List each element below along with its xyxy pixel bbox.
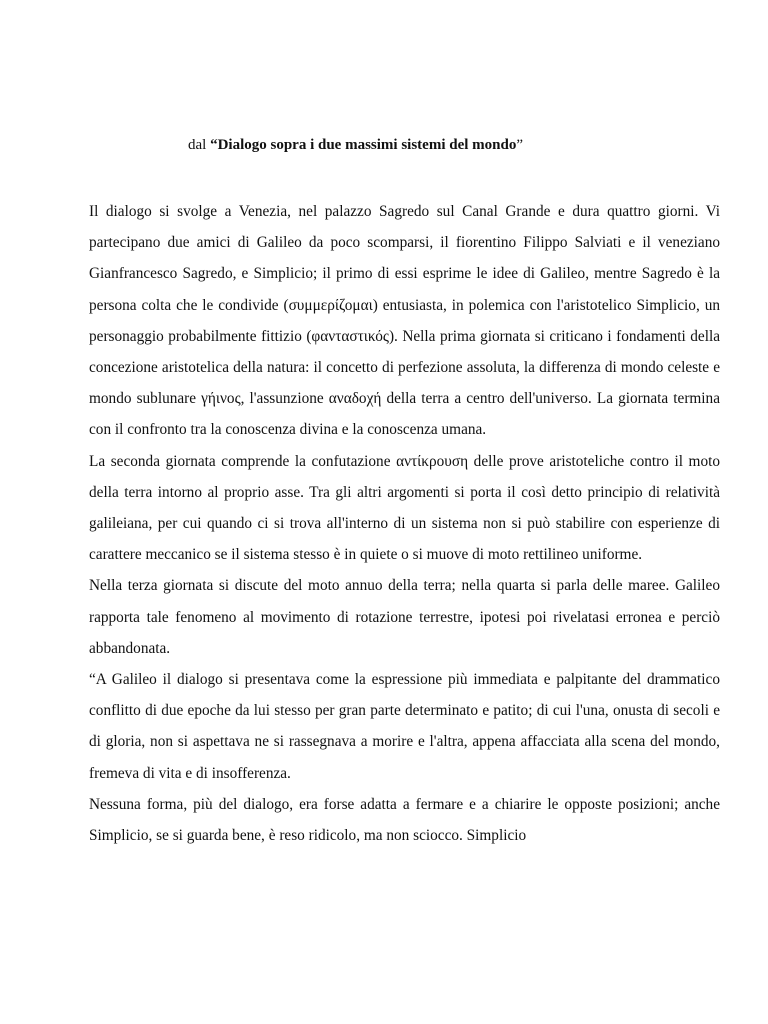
- paragraph-setting: Il dialogo si svolge a Venezia, nel palazzo Sagredo sul Canal Grande e dura quattro giorni. Vi partecipano due amici di Galileo da poco scomparsi, il fiorentino Filippo Salviati e il veneziano Gianfrancesco Sagredo, e Simplicio; il primo di essi esprime le idee di Galileo, mentre Sagredo è la persona colta che le condivide (συμμερίζομαι) entusiasta, in polemica con l'aristotelico Simplicio, un personaggio probabilmente fittizio (φανταστικός). Nella prima giornata si criticano i fondamenti della concezione aristotelica della natura: il concetto di perfezione assoluta, la differenza di mondo celeste e mondo sublunare γήινος, l'assunzione αναδοχή della terra a centro dell'universo. La giornata termina con il confronto tra la conoscenza divina e la conoscenza umana.: [89, 203, 720, 439]
- paragraph-second-day: La seconda giornata comprende la confutazione αντίκρουση delle prove aristoteliche contro il moto della terra intorno al proprio asse. Tra gli altri argomenti si porta il così detto principio di relatività galileiana, per cui quando ci si trova all'interno di un sistema non si può stabilire con esperienze di carattere meccanico se il sistema stesso è in quiete o si muove di moto rettilineo uniforme.: [89, 452, 720, 564]
- title-prefix: dal: [188, 137, 211, 153]
- title-work: Dialogo sopra i due massimi sistemi del mondo: [217, 137, 517, 153]
- paragraph-third-fourth-day: Nella terza giornata si discute del moto annuo della terra; nella quarta si parla delle maree. Galileo rapporta tale fenomeno al movimento di rotazione terrestre, ipotesi poi rivelatasi erronea e perciò abbandonata.: [89, 577, 720, 657]
- title-open-quote: “: [210, 137, 218, 153]
- document-title: [188, 135, 523, 155]
- document-body: [89, 196, 720, 851]
- paragraph-dialogue-form: Nessuna forma, più del dialogo, era forse adatta a fermare e a chiarire le opposte posizioni; anche Simplicio, se si guarda bene, è reso ridicolo, ma non sciocco. Simplicio: [89, 795, 720, 845]
- paragraph-quotation: “A Galileo il dialogo si presentava come la espressione più immediata e palpitante del drammatico conflitto di due epoche da lui stesso per gran parte determinato e patito; di cui l'una, onusta di secoli e di gloria, non si aspettava ne si rassegnava a morire e l'altra, appena affacciata alla scena del mondo, fremeva di vita e di insofferenza.: [89, 671, 720, 782]
- title-text: [210, 137, 516, 153]
- title-close-quote: ”: [516, 137, 524, 153]
